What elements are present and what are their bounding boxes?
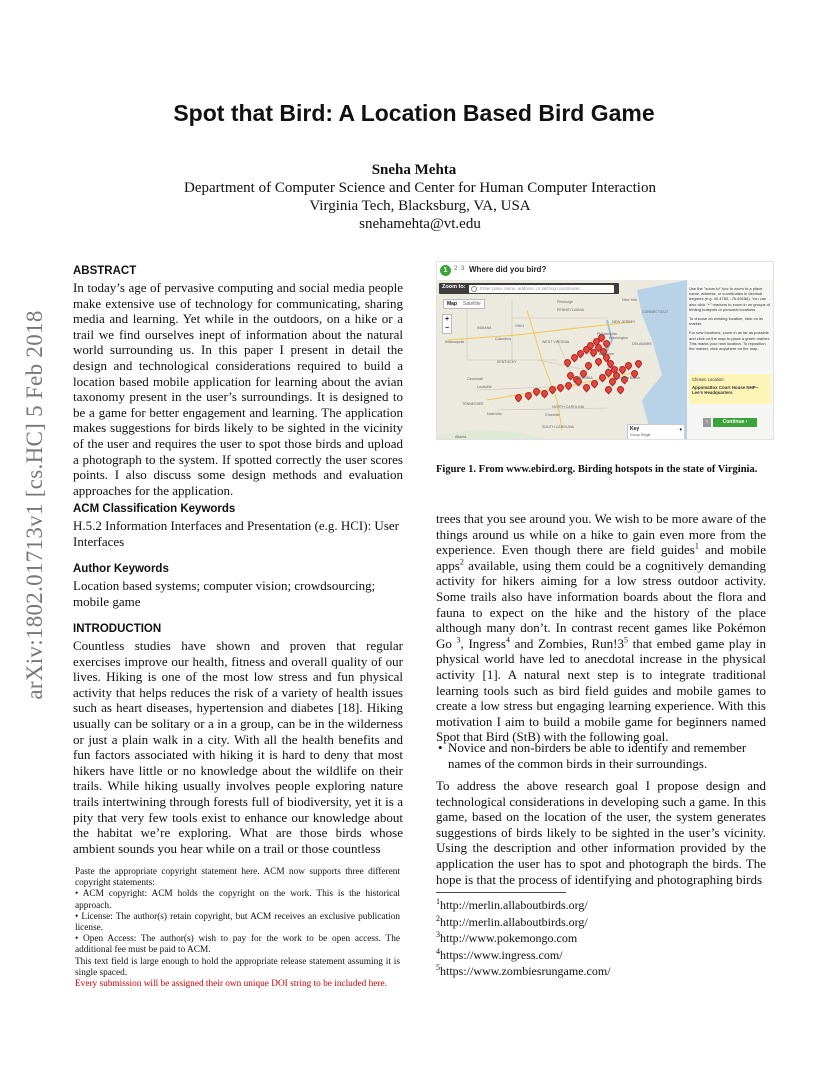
text-span: and mobile apps	[436, 542, 766, 573]
abstract-heading: ABSTRACT	[73, 265, 137, 277]
map-place-label: Atlanta	[455, 435, 467, 439]
chosen-location-box	[689, 374, 771, 404]
footnote-number: 1	[436, 897, 440, 906]
text-span: trees that you see around you. We wish to be more aware of the things around us while on a hike to gain even more from the experience. Even though there are field guides	[436, 511, 766, 558]
step-indicator: 2	[454, 266, 458, 272]
copyright-block	[75, 867, 400, 990]
continue-label: Continue	[722, 419, 745, 425]
map-place-label: Philadelphia	[597, 332, 617, 336]
footnote-link[interactable]: https://www.zombiesrungame.com/	[440, 964, 611, 978]
zoom-search-input[interactable]	[469, 285, 614, 293]
map-place-label: CONNECTICUT	[642, 310, 669, 314]
keywords-text: Location based systems; computer vision; crowdsourcing; mobile game	[73, 578, 376, 609]
chosen-location-value: Appomattox Court House NHP--Lee's Headquarters	[692, 385, 759, 396]
footnote-link[interactable]: http://merlin.allaboutbirds.org/	[440, 914, 588, 929]
author-email: snehamehta@vt.edu	[359, 216, 481, 232]
footnote-ref: 4	[506, 635, 510, 645]
zoom-in-icon[interactable]: +	[444, 316, 450, 323]
footnotes	[436, 898, 766, 981]
map-key[interactable]	[627, 424, 685, 440]
introduction-text: Countless studies have shown and proven that regular exercises improve our health, fitness and overall quality of our lives. Hiking is one of the most low stress and fun physical activity that helps reduces the risk of a variety of health issues such as heart diseases, hypertension and diabetes [18]. Hiking usually can be solitary or a in a group, can be in the wilderness or just a plain walk in a city. With all the health benefits and fun factors associated with hiking it is hard to deny that most hikers have little or no knowledge about the wildlife on their trails. While hiking usually involves people exploring nature trails intertwining through forests full of biodiversity, yet it is a pity that very few tools exist to enhance our knowledge about the habitat we’re exploring. What are those birds whose ambient sounds you hear while on a trail or those countless	[73, 638, 403, 856]
map-type-button[interactable]: Map	[447, 301, 457, 307]
key-label: Key	[630, 426, 640, 432]
intro-continued-paragraph	[436, 511, 766, 745]
step-indicator: 3	[461, 266, 465, 272]
map-place-label: INDIANA	[477, 326, 492, 330]
map-place-label: PENNSYLVANIA	[557, 308, 585, 312]
footnote-ref: 5	[623, 635, 628, 645]
text-span: , Ingress	[460, 635, 506, 651]
footnote-number: 4	[436, 946, 440, 956]
copyright-line: This text field is large enough to hold the appropriate release statement assuming it is single spaced.	[75, 956, 400, 978]
footnote-link[interactable]: http://merlin.allaboutbirds.org/	[440, 898, 588, 912]
footnote-link[interactable]: http://www.pokemongo.com	[440, 931, 578, 945]
footnote-number: 2	[436, 913, 440, 923]
map-place-label: Charlotte	[545, 413, 560, 417]
continue-button[interactable]: Continue ›	[713, 418, 757, 427]
introduction-heading: INTRODUCTION	[73, 623, 162, 635]
doi-notice: Every submission will be assigned their own unique DOI string to be included here.	[75, 979, 387, 990]
help-text: To choose an existing location, click on its marker.	[689, 316, 764, 327]
map-place-label: New York	[622, 298, 638, 302]
map-place-label: NORTH CAROLINA	[552, 405, 585, 409]
paper-title: Spot that Bird: A Location Based Bird Game	[173, 100, 655, 126]
research-paragraph: To address the above research goal I propose design and technological considerations in developing such a game. In this game, based on the location of the user, the system generates suggestions of birds likely to be sighted in the user’s vicinity. Using the description and other information provided by the application the user has to spot and photograph the birds. The hope is that the process of identifying and photographing birds	[436, 778, 766, 887]
footnote-number: 3	[436, 930, 440, 939]
map-place-label: Columbus	[495, 337, 512, 341]
figure-header-bar	[437, 262, 773, 280]
map-place-label: Nashville	[487, 412, 502, 416]
keywords-heading: Author Keywords	[73, 563, 169, 575]
search-placeholder: Enter place name, address, or lat/long coordinates	[480, 285, 581, 291]
goal-text: Novice and non-birders be able to identify and remember names of the common birds in their surroundings.	[448, 740, 747, 771]
arxiv-identifier	[20, 290, 50, 720]
copyright-line: Paste the appropriate copyright statement here. ACM now supports three different copyright statements:	[75, 867, 400, 889]
figure-heading: Where did you bird?	[469, 265, 547, 274]
step-indicator: 1	[440, 265, 451, 276]
footnote	[436, 931, 766, 946]
figure-caption: Figure 1. From www.ebird.org. Birding hotspots in the state of Virginia.	[436, 464, 758, 475]
map-place-label: Baltimore	[599, 352, 615, 356]
affiliation-line-2: Virginia Tech, Blacksburg, VA, USA	[309, 198, 531, 214]
map-place-label: WEST VIRGINIA	[542, 340, 570, 344]
footnote-ref: 3	[456, 635, 461, 645]
acm-heading: ACM Classification Keywords	[73, 503, 236, 515]
zoom-bar	[439, 283, 619, 294]
copyright-line: • Open Access: The author(s) wish to pay for the work to be open access. The additional fee must be paid to ACM.	[75, 934, 400, 956]
text-span: and Zombies, Run!3	[510, 635, 624, 651]
bullet-marker: •	[438, 740, 443, 755]
footnote-link[interactable]: https://www.ingress.com/	[440, 947, 563, 962]
zoom-out-icon[interactable]: −	[444, 325, 450, 332]
zoom-label: Zoom to:	[442, 284, 466, 290]
footnote-ref: 2	[459, 557, 464, 567]
figure-ebird-screenshot	[436, 261, 774, 440]
goal-bullet	[436, 740, 766, 771]
map-place-label: Washington	[609, 336, 628, 340]
map-place-label: Louisville	[477, 385, 492, 389]
map-place-label: TENNESSEE	[462, 402, 484, 406]
footnote-number: 5	[436, 963, 440, 972]
map-type-toggle	[443, 299, 485, 309]
map-place-label: KENTUCKY	[497, 360, 517, 364]
footnote	[436, 948, 766, 963]
copyright-line: • ACM copyright: ACM holds the copyright on the work. This is the historical approach.	[75, 889, 400, 911]
map-place-label: NEW JERSEY	[612, 320, 636, 324]
map-place-label: OHIO	[515, 324, 525, 328]
text-span: available, using them could be a cognitively demanding activity for hikers aiming for a low stress outdoor activity. Some trails also have information boards about the flora and fauna to expect on the hike and the history of the place although many don’t. In contrast recent games like Pokémon Go	[436, 557, 766, 651]
author-name: Sneha Mehta	[371, 162, 457, 178]
map-area[interactable]	[437, 280, 687, 439]
map-place-label: Virginia Beach	[617, 376, 641, 380]
footnote	[436, 898, 766, 913]
chevron-down-icon: ▾	[679, 427, 682, 433]
affiliation-line-1: Department of Computer Science and Center for Human Computer Interaction	[184, 180, 656, 196]
chosen-location-label: Chosen Location:	[692, 377, 725, 382]
text-span: that embed game play in physical world have led to anecdotal increase in the physical activity [1]. A natural next step is to integrate traditional learning tools such as bird field guides and mobile games to create a low stress but engaging learning experience. With this motivation I aim to build a mobile game for beginners named Spot that Bird (StB) with the following goal.	[436, 635, 767, 745]
help-text: For new locations, zoom in as far as possible and click on the map to place a green marker. This marks your new location. To reposition the marker, click anywhere on the map.	[689, 330, 770, 352]
back-button[interactable]	[703, 418, 711, 427]
acm-text: H.5.2 Information Interfaces and Presentation (e.g. HCI): User Interfaces	[73, 518, 399, 549]
search-icon	[471, 286, 477, 292]
footnote	[436, 964, 766, 979]
abstract-text: In today’s age of pervasive computing and social media people make extensive use of technology for communicating, sharing media and learning. Yet while in the outdoors, on a hike or a trail we find ourselves inept of information about the natural world surrounding us. In this paper I present in detail the design and technological considerations required to build a location based mobile application for learning about the avian taxonomy present in the user’s surroundings. It is designed to be a game for better engagement and learning. The application makes suggestions for birds likely to be sighted in the vicinity of the user and requires the user to spot those birds and upload a photograph to the system. If spotted correctly the user scores points. I also discuss some design methods and evaluation approaches for the application.	[73, 280, 403, 498]
footnote-rule	[436, 892, 566, 893]
map-place-label: Indianapolis	[445, 340, 465, 344]
map-place-label: DELAWARE	[632, 342, 652, 346]
footnote-ref: 1	[694, 541, 699, 551]
copyright-line: • License: The author(s) retain copyright, but ACM receives an exclusive publication license.	[75, 911, 400, 934]
arxiv-id-text: arXiv:1802.01713v1 [cs.HC] 5 Feb 2018	[22, 310, 47, 700]
zoom-controls	[442, 314, 452, 334]
map-place-label: Cincinnati	[467, 377, 483, 381]
satellite-type-button[interactable]: Satellite	[463, 301, 481, 307]
help-text: Use the "zoom to" box to zoom to a place name, address, or coordinates in decimal degrees (e.g. 40.4780, -76.65186). You can also click "+" markers to zoom in on groups of birding hotspots or personal locations.	[689, 286, 770, 312]
map-place-label: Pittsburgh	[557, 300, 574, 304]
map-place-label: SOUTH CAROLINA	[542, 425, 574, 429]
footnote	[436, 915, 766, 930]
key-sublabel: Group Single	[630, 433, 651, 437]
help-panel	[689, 282, 771, 437]
map-place-label: VIRGINIA	[577, 376, 593, 380]
chevron-left-icon: ‹	[706, 419, 708, 425]
